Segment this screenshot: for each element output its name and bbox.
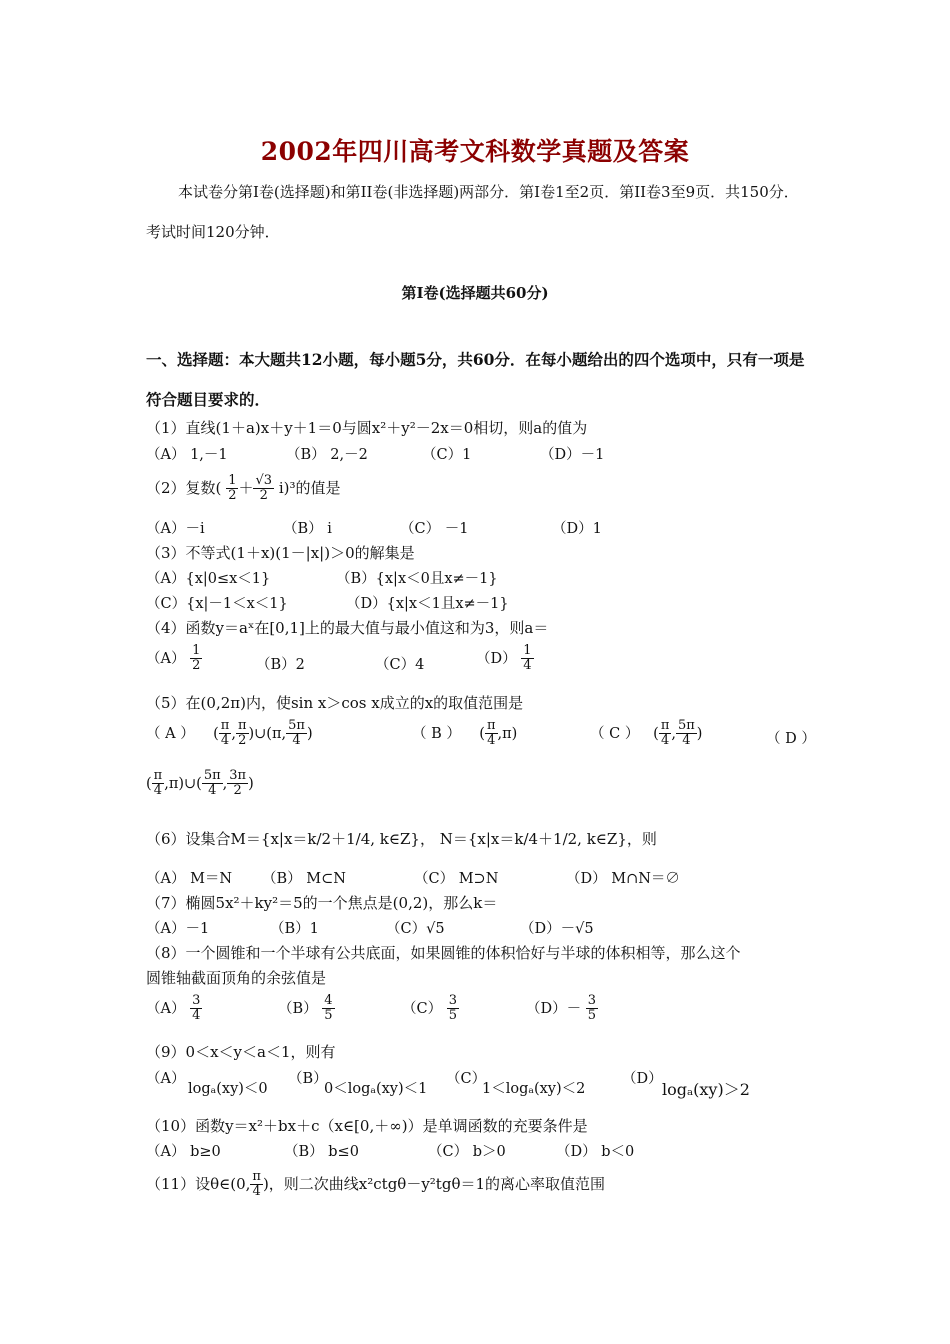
q8-option-a: （A） $\frac{3}{4}$ [146, 993, 201, 1024]
fraction-5pi-4: $\frac{5\pi}{4}$ [677, 718, 695, 749]
q3-option-c: （C）{x|－1＜x＜1} [146, 596, 288, 612]
q9-option-a-label: （A） [146, 1071, 186, 1087]
fraction-half: $\frac{1}{2}$ [228, 473, 237, 504]
section-heading: 第Ⅰ卷(选择题共60分) [401, 284, 549, 302]
fraction-3-5: $\frac{3}{5}$ [448, 993, 457, 1024]
q7-option-b: （B）1 [270, 921, 319, 937]
q6-option-b: （B） M⊂N [262, 871, 346, 887]
q2-option-b: （B） i [283, 521, 332, 537]
q6-option-c: （C） M⊃N [414, 871, 499, 887]
question-11: （11）设θ∈(0, $\frac{\pi}{4}$ )，则二次曲线x²ctgθ－y²tgθ＝1的离心率取值范围 [146, 1169, 606, 1200]
q3-option-a: （A）{x|0≤x＜1} [146, 571, 271, 587]
fraction-pi-4: $\frac{\pi}{4}$ [252, 1169, 261, 1200]
q9-option-c: 1＜logₐ(xy)＜2 [482, 1081, 586, 1097]
question-9: （9）0＜x＜y＜a＜1，则有 [146, 1043, 336, 1061]
q4-option-c: （C）4 [375, 657, 425, 673]
question-8-line-1: （8）一个圆锥和一个半球有公共底面，如果圆锥的体积恰好与半球的体积相等，那么这个 [146, 944, 741, 962]
fraction-sqrt3-half: $\frac{√3}{2}$ [255, 473, 273, 504]
fraction-5pi-4: $\frac{5\pi}{4}$ [203, 768, 221, 799]
q5-option-d-label: （ D ） [766, 731, 816, 747]
fraction-pi-4: $\frac{\pi}{4}$ [660, 718, 670, 749]
question-2: （2）复数( $\frac{1}{2}$ ＋ $\frac{√3}{2}$ i)³的值是 [146, 473, 341, 504]
document-title: 2002年四川高考文科数学真题及答案 [260, 137, 690, 166]
q9-option-a: logₐ(xy)＜0 [188, 1081, 268, 1097]
q3-option-d: （D）{x|x＜1且x≠－1} [346, 596, 509, 612]
q10-option-b: （B） b≤0 [284, 1144, 359, 1160]
q10-option-d: （D） b＜0 [556, 1144, 635, 1160]
q1-option-c: （C）1 [422, 447, 472, 463]
question-1: （1）直线(1＋a)x＋y＋1＝0与圆x²＋y²－2x＝0相切，则a的值为 [146, 419, 588, 437]
q5-option-d: ( $\frac{\pi}{4}$ ,π)∪( $\frac{5\pi}{4}$ , $\frac{3\pi}{2}$ ) [146, 768, 254, 799]
fraction-half: $\frac{1}{2}$ [192, 643, 201, 674]
q2-option-a: （A）－i [146, 521, 205, 537]
q7-option-a: （A）－1 [146, 921, 210, 937]
fraction-3pi-2: $\frac{3\pi}{2}$ [229, 768, 247, 799]
fraction-3-4: $\frac{3}{4}$ [192, 993, 201, 1024]
question-3: （3）不等式(1＋x)(1－|x|)＞0的解集是 [146, 544, 415, 562]
question-6: （6）设集合M＝{x|x＝k/2＋1/4, k∈Z}， N＝{x|x＝k/4＋1/2, k∈Z}，则 [146, 830, 657, 848]
q9-option-d-label: （D） [622, 1071, 663, 1087]
fraction-pi-4: $\frac{\pi}{4}$ [153, 768, 163, 799]
q3-option-b: （B）{x|x＜0且x≠－1} [336, 571, 498, 587]
fraction-4-5: $\frac{4}{5}$ [324, 993, 333, 1024]
q10-option-c: （C） b＞0 [428, 1144, 506, 1160]
q7-option-d: （D）－√5 [520, 921, 594, 937]
q4-option-a: （A） $\frac{1}{2}$ [146, 643, 201, 674]
q5-option-c: （ C ） ( $\frac{\pi}{4}$ , $\frac{5\pi}{4}$ ) [590, 718, 703, 749]
q10-option-a: （A） b≥0 [146, 1144, 221, 1160]
q2-prefix: （2）复数( [146, 478, 222, 497]
fraction-3-5: $\frac{3}{5}$ [587, 993, 597, 1024]
q4-option-d: （D） $\frac{1}{4}$ [476, 643, 532, 674]
q4-option-b: （B）2 [256, 657, 305, 673]
fraction-5pi-4: $\frac{5\pi}{4}$ [288, 718, 305, 749]
q1-option-d: （D）－1 [540, 447, 605, 463]
q6-option-a: （A） M＝N [146, 871, 233, 887]
q9-option-d: logₐ(xy)＞2 [662, 1080, 750, 1099]
q7-option-c: （C）√5 [386, 921, 445, 937]
q5-option-a: （ A ） ( $\frac{\pi}{4}$ , $\frac{\pi}{2}$ )∪(π, $\frac{5\pi}{4}$ ) [146, 718, 313, 749]
question-4: （4）函数y＝aˣ在[0,1]上的最大值与最小值这和为3，则a＝ [146, 619, 549, 637]
fraction-pi-2: $\frac{\pi}{2}$ [237, 718, 247, 749]
fraction-pi-4: $\frac{\pi}{4}$ [486, 718, 496, 749]
q9-option-c-label: （C） [446, 1071, 487, 1087]
q9-option-b: 0＜logₐ(xy)＜1 [324, 1081, 428, 1097]
question-7: （7）椭圆5x²＋ky²＝5的一个焦点是(0,2)，那么k＝ [146, 894, 498, 912]
q2-suffix: i)³的值是 [278, 478, 341, 497]
q5-option-b: （ B ） ( $\frac{\pi}{4}$ ,π) [412, 718, 518, 749]
fraction-pi-4: $\frac{\pi}{4}$ [220, 718, 230, 749]
q6-option-d: （D） M∩N＝∅ [566, 871, 680, 887]
part-instructions: 一、选择题：本大题共12小题，每小题5分，共60分．在每小题给出的四个选项中，只有一项是符合题目要求的． [146, 350, 805, 409]
question-5: （5）在(0,2π)内，使sin x＞cos x成立的x的取值范围是 [146, 694, 524, 712]
q8-option-d: （D）－ $\frac{3}{5}$ [526, 993, 597, 1024]
q1-option-a: （A） 1,－1 [146, 447, 228, 463]
q1-option-b: （B） 2,－2 [286, 447, 368, 463]
question-8-line-2: 圆锥轴截面顶角的余弦值是 [146, 969, 327, 987]
q8-option-b: （B） $\frac{4}{5}$ [278, 993, 333, 1024]
q9-option-b-label: （B） [288, 1071, 328, 1087]
intro-paragraph: 本试卷分第Ⅰ卷(选择题)和第II卷(非选择题)两部分．第Ⅰ卷1至2页．第II卷3至9页．共150分．考试时间120分钟． [146, 183, 799, 241]
fraction-quarter: $\frac{1}{4}$ [523, 643, 532, 674]
q8-option-c: （C） $\frac{3}{5}$ [402, 993, 457, 1024]
question-10: （10）函数y＝x²＋bx＋c（x∈[0,＋∞)）是单调函数的充要条件是 [146, 1117, 588, 1135]
q2-option-d: （D）1 [552, 521, 602, 537]
q2-option-c: （C） －1 [400, 521, 469, 537]
